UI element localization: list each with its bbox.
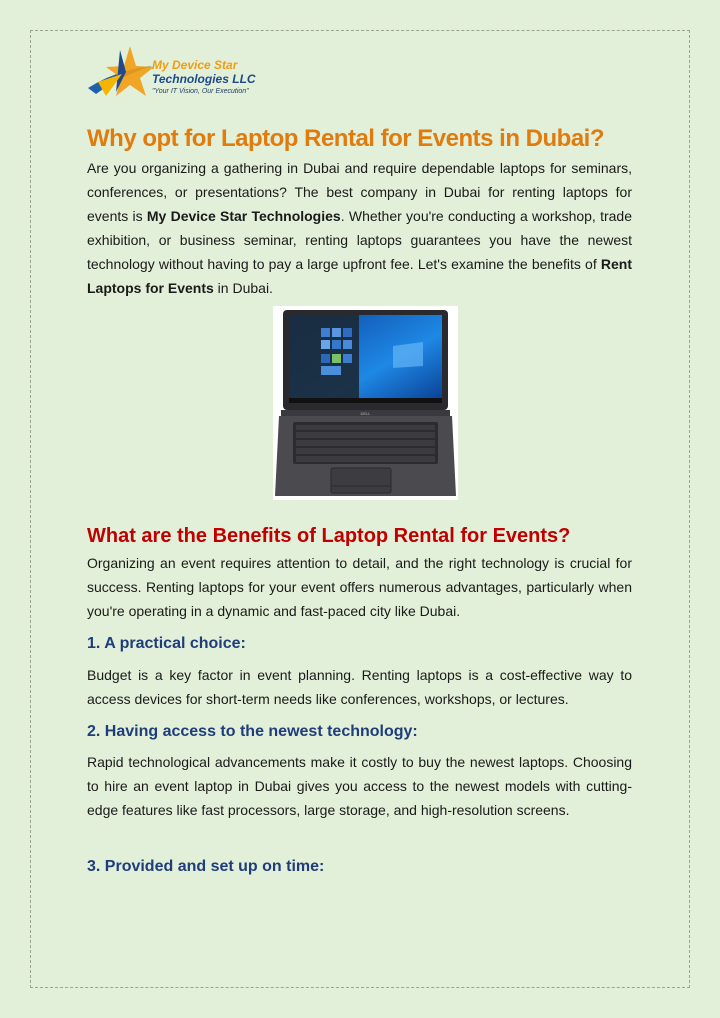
laptop-image [273, 306, 458, 500]
benefit-2-title: 2. Having access to the newest technology: [87, 723, 418, 740]
intro-text-2: . Whether you're conducting a workshop, trade exhibition, or business seminar, renting laptops guarantees you have the newest technology without having to pay a large upfront fee. Let's examine the benefits of [87, 208, 632, 272]
logo-name-line2: Technologies LLC [152, 72, 256, 86]
logo-tagline: "Your IT Vision, Our Execution" [152, 88, 249, 95]
rent-laptops-term: Rent Laptops for Events [87, 256, 632, 296]
star-swoosh-icon [86, 44, 156, 104]
intro-paragraph [87, 156, 632, 300]
benefit-1-title: 1. A practical choice: [87, 635, 246, 652]
page-title: Why opt for Laptop Rental for Events in Dubai? [87, 125, 604, 152]
company-name: My Device Star Technologies [146, 208, 341, 224]
benefits-heading: What are the Benefits of Laptop Rental for Events? [87, 525, 571, 547]
benefit-1-body [87, 663, 632, 711]
company-logo [86, 44, 276, 116]
benefits-intro: Organizing an event requires attention to detail, and the right technology is crucial for success. Renting laptops for your event offers numerous advantages, particularly when you're operating in a dynamic and fast-paced city like Dubai. [87, 555, 632, 619]
intro-text-1: Are you organizing a gathering in Dubai and require dependable laptops for seminars, conferences, or presentations? The best company in Dubai for renting laptops for events is [87, 160, 632, 224]
intro-text-3: in Dubai. [213, 280, 273, 296]
section-benefits [87, 521, 632, 623]
benefit-3 [87, 855, 632, 879]
benefit-2-text: Rapid technological advancements make it costly to buy the newest laptops. Choosing to hire an event laptop in Dubai gives you access to the newest models with cutting-edge features like fast processors, large storage, and high-resolution screens. [87, 754, 632, 818]
section-intro [87, 122, 632, 300]
benefit-2 [87, 720, 632, 744]
benefit-2-body [87, 750, 632, 822]
benefit-1 [87, 632, 632, 656]
logo-name-line1: My Device Star [152, 58, 238, 72]
dell-logo: DELL [360, 411, 371, 416]
benefit-3-title: 3. Provided and set up on time: [87, 858, 325, 875]
benefit-1-text: Budget is a key factor in event planning. Renting laptops is a cost-effective way to access devices for short-term needs like conferences, workshops, or lectures. [87, 667, 632, 707]
